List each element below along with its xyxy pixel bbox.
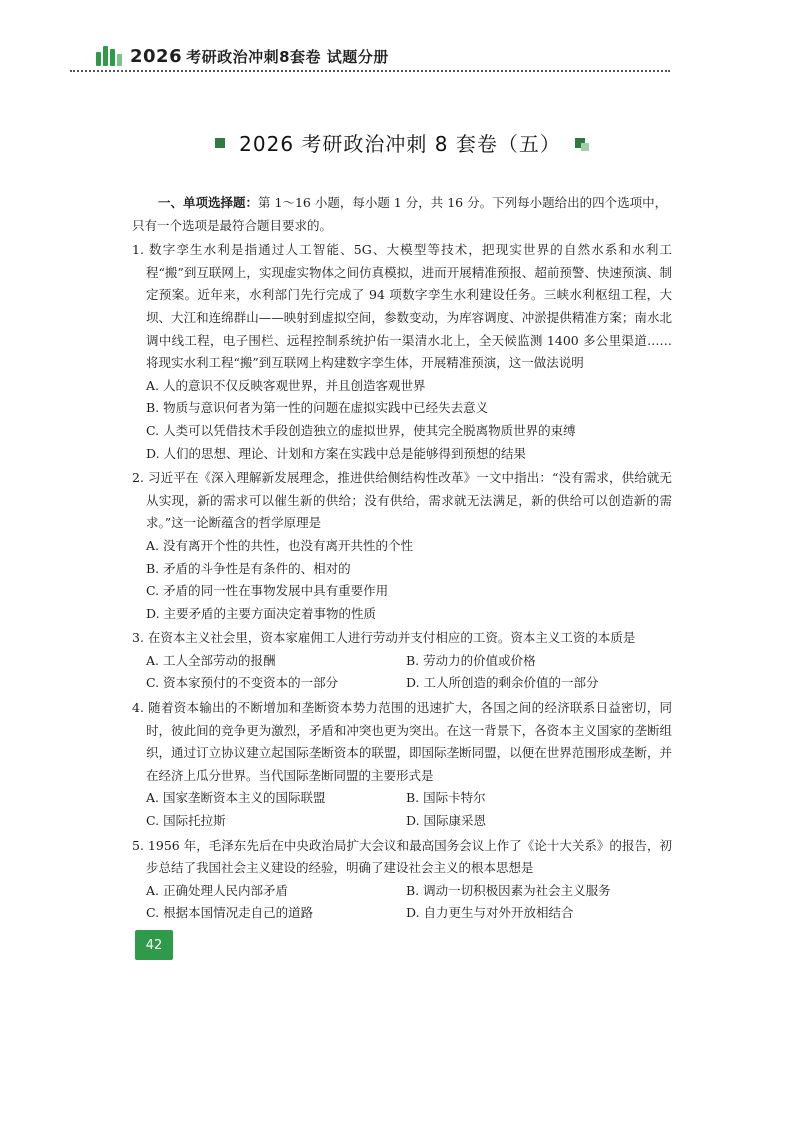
- option-c: C. 资本家预付的不变资本的一部分: [146, 675, 339, 691]
- option-b: B. 物质与意识何者为第一性的问题在虚拟实践中已经失去意义: [146, 400, 489, 416]
- option-c: C. 矛盾的同一性在事物发展中具有重要作用: [146, 583, 389, 599]
- option-b: B. 国际卡特尔: [406, 790, 486, 806]
- header-title-text: 考研政治冲刺8套卷 试题分册: [186, 47, 389, 66]
- exam-content: [132, 192, 672, 925]
- question-stem: 1. 数字孪生水利是指通过人工智能、5G、大模型等技术，把现实世界的自然水系和水利工程“搬”到互联网上，实现虚实物体之间仿真模拟，进而开展精准预报、超前预警、快速预演、制定预案。近年来，水利部门先行完成了 94 项数字孪生水利建设任务。三峡水利枢纽工程，大坝、大江和连绵群山——映射到虚拟空间，参数变动，为库容调度、冲淤提供精准方案；南水北调中线工程，电子围栏、远程控制系统护佑一渠清水北上，全天候监测 1400 多公里渠道……将现实水利工程“搬”到互联网上构建数字孪生体，开展精准预演，这一做法说明: [132, 242, 672, 371]
- option-d: D. 国际康采恩: [406, 813, 487, 829]
- question-stem: 4. 随着资本输出的不断增加和垄断资本势力范围的迅速扩大，各国之间的经济联系日益密切，同时，彼此间的竞争更为激烈，矛盾和冲突也更为突出。在这一背景下，各资本主义国家的垄断组织，通过订立协议建立起国际垄断资本的联盟，即国际垄断同盟，以便在世界范围形成垄断，并在经济上瓜分世界。当代国际垄断同盟的主要形式是: [132, 700, 672, 783]
- option-b: B. 劳动力的价值或价格: [406, 652, 536, 668]
- section-instructions: 第 1～16 小题，每小题 1 分，共 16 分。下列每小题给出的四个选项中，只有一个选项是最符合题目要求的。: [132, 195, 668, 233]
- option-c: C. 根据本国情况走自己的道路: [146, 905, 314, 921]
- book-logo-icon: [96, 46, 122, 66]
- option-a: A. 没有离开个性的共性，也没有离开共性的个性: [146, 537, 413, 553]
- title-left-square-icon: [215, 138, 225, 148]
- option-c: C. 国际托拉斯: [146, 813, 226, 829]
- question-1: [132, 239, 672, 465]
- question-stem: 2. 习近平在《深入理解新发展理念，推进供给侧结构性改革》一文中指出：“没有需求，供给就无从实现，新的需求可以催生新的供给；没有供给，需求就无法满足，新的供给可以创造新的需求。”这一论断蕴含的哲学原理是: [132, 470, 672, 531]
- options-grid: [132, 787, 672, 832]
- option-c: C. 人类可以凭借技术手段创造独立的虚拟世界，使其完全脱离物质世界的束缚: [146, 422, 576, 438]
- question-5: [132, 835, 672, 925]
- question-2: [132, 467, 672, 625]
- option-d: D. 主要矛盾的主要方面决定着事物的性质: [146, 605, 377, 621]
- page-header: [96, 44, 389, 68]
- document-title: 2026 考研政治冲刺 8 套卷（五）: [239, 132, 561, 156]
- question-3: [132, 627, 672, 695]
- option-a: A. 国家垄断资本主义的国际联盟: [146, 790, 326, 806]
- option-b: B. 调动一切积极因素为社会主义服务: [406, 882, 611, 898]
- option-d: D. 自力更生与对外开放相结合: [406, 905, 574, 921]
- header-divider: [70, 70, 670, 72]
- question-stem: 3. 在资本主义社会里，资本家雇佣工人进行劳动并支付相应的工资。资本主义工资的本质是: [132, 630, 636, 646]
- question-4: [132, 697, 672, 833]
- option-b: B. 矛盾的斗争性是有条件的、相对的: [146, 560, 351, 576]
- option-a: A. 正确处理人民内部矛盾: [146, 882, 288, 898]
- options-grid: [132, 880, 672, 925]
- header-year: 2026: [130, 45, 183, 67]
- title-row: [0, 128, 800, 157]
- option-d: D. 人们的思想、理论、计划和方案在实践中总是能够得到预想的结果: [146, 445, 527, 461]
- option-d: D. 工人所创造的剩余价值的一部分: [406, 675, 599, 691]
- option-a: A. 工人全部劳动的报酬: [146, 652, 276, 668]
- title-right-square-icon: [575, 138, 585, 148]
- question-stem: 5. 1956 年，毛泽东先后在中央政治局扩大会议和最高国务会议上作了《论十大关系》的报告，初步总结了我国社会主义建设的经验，明确了建设社会主义的根本思想是: [132, 837, 672, 876]
- header-title: [130, 46, 389, 67]
- page-number: 42: [135, 930, 173, 960]
- options-grid: [132, 650, 672, 695]
- option-a: A. 人的意识不仅反映客观世界，并且创造客观世界: [146, 377, 426, 393]
- section-label: 一、单项选择题：: [158, 195, 259, 210]
- section-heading: [132, 192, 672, 237]
